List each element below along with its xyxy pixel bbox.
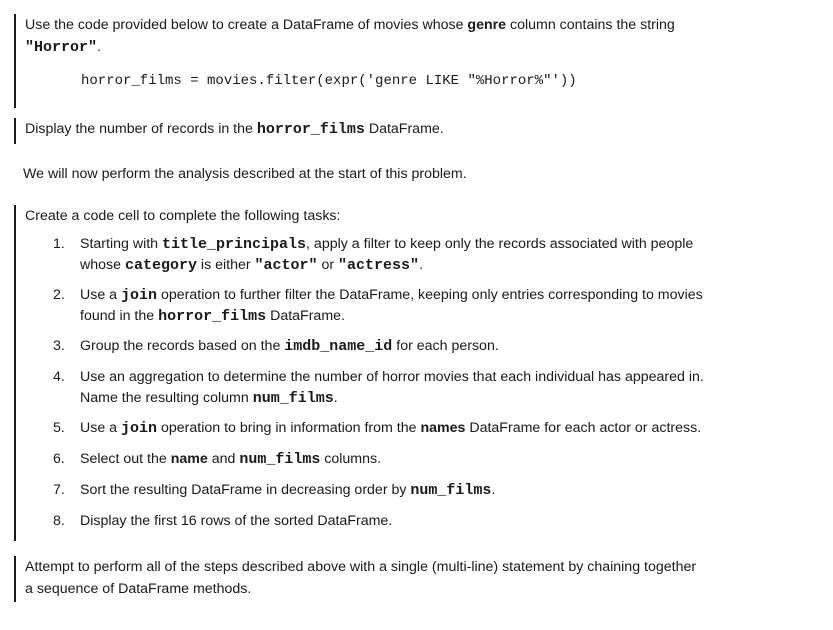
text: columns. [320, 451, 382, 467]
code-term: horror_films [158, 308, 267, 325]
text: Select out the [80, 451, 171, 467]
text: a sequence of DataFrame methods. [25, 581, 252, 597]
text: DataFrame. [364, 121, 444, 137]
list-item [25, 418, 704, 439]
code-term: join [121, 287, 158, 304]
code-term: "actor" [254, 257, 318, 274]
list-item [25, 336, 704, 357]
list-number: 5. [53, 420, 65, 436]
list-item [25, 285, 704, 327]
task-list [25, 234, 704, 532]
text: Use a [80, 420, 122, 436]
text: whose [80, 257, 125, 273]
bold-term: name [170, 451, 208, 467]
list-item [25, 449, 704, 470]
instruction-cell-tasks [14, 205, 704, 541]
cell-paragraph [25, 118, 444, 141]
text: Display the number of records in the [25, 121, 257, 137]
code-term: num_films [252, 390, 334, 407]
list-number: 6. [53, 451, 65, 467]
instruction-cell-create-dataframe [14, 14, 675, 108]
list-item [25, 511, 704, 532]
text: , apply a filter to keep only the records associated with people [306, 236, 694, 252]
text: operation to bring in information from the [157, 420, 421, 436]
code-term: "actress" [338, 257, 420, 274]
text: . [491, 482, 496, 498]
cell-paragraph [25, 556, 696, 600]
instruction-cell-analysis [14, 163, 467, 185]
cell-paragraph: We will now perform the analysis described at the start of this problem. [23, 166, 467, 182]
tasks-intro: Create a code cell to complete the following tasks: [25, 208, 341, 224]
code-term: title_principals [162, 236, 307, 253]
text: . [333, 390, 338, 406]
text: Attempt to perform all of the steps described above with a single (multi-line) statement by chaining together [25, 559, 697, 575]
text: Use a [80, 287, 122, 303]
list-item [25, 234, 704, 276]
text: or [317, 257, 339, 273]
list-number: 8. [53, 513, 65, 529]
code-snippet: horror_films = movies.filter(expr('genre LIKE "%Horror%"')) [81, 73, 577, 89]
text: Use the code provided below to create a DataFrame of movies whose [25, 17, 468, 33]
text: . [97, 39, 101, 55]
text: DataFrame. [266, 308, 345, 324]
list-item [25, 367, 704, 409]
text: found in the [80, 308, 159, 324]
instruction-cell-chaining [14, 556, 696, 602]
list-number: 3. [53, 338, 65, 354]
code-term: category [124, 257, 197, 274]
list-number: 2. [53, 287, 65, 303]
text: column contains the string [506, 17, 675, 33]
text: DataFrame for each actor or actress. [465, 420, 702, 436]
text: Starting with [80, 236, 163, 252]
list-number: 7. [53, 482, 65, 498]
list-number: 1. [53, 236, 65, 252]
code-term: imdb_name_id [284, 338, 393, 355]
text: operation to further filter the DataFrame, keeping only entries corresponding to movies [157, 287, 703, 303]
text: Sort the resulting DataFrame in decreasing order by [80, 482, 411, 498]
bold-term: names [420, 420, 466, 436]
code-term-horror: "Horror" [25, 39, 98, 56]
text: Name the resulting column [80, 390, 253, 406]
bold-term-genre: genre [467, 17, 507, 33]
code-term-horror-films: horror_films [256, 121, 365, 138]
instruction-cell-display-count [14, 118, 444, 144]
text: Group the records based on the [80, 338, 285, 354]
text: and [207, 451, 240, 467]
cell-paragraph [25, 14, 675, 59]
text: . [419, 257, 424, 273]
text: Display the first 16 rows of the sorted DataFrame. [80, 513, 393, 529]
code-term: join [121, 420, 158, 437]
list-number: 4. [53, 369, 65, 385]
code-term: num_films [410, 482, 492, 499]
text: Use an aggregation to determine the number of horror movies that each individual has appeared in. [80, 369, 704, 385]
text: is either [196, 257, 255, 273]
text: for each person. [392, 338, 499, 354]
list-item [25, 480, 704, 501]
code-term: num_films [239, 451, 321, 468]
